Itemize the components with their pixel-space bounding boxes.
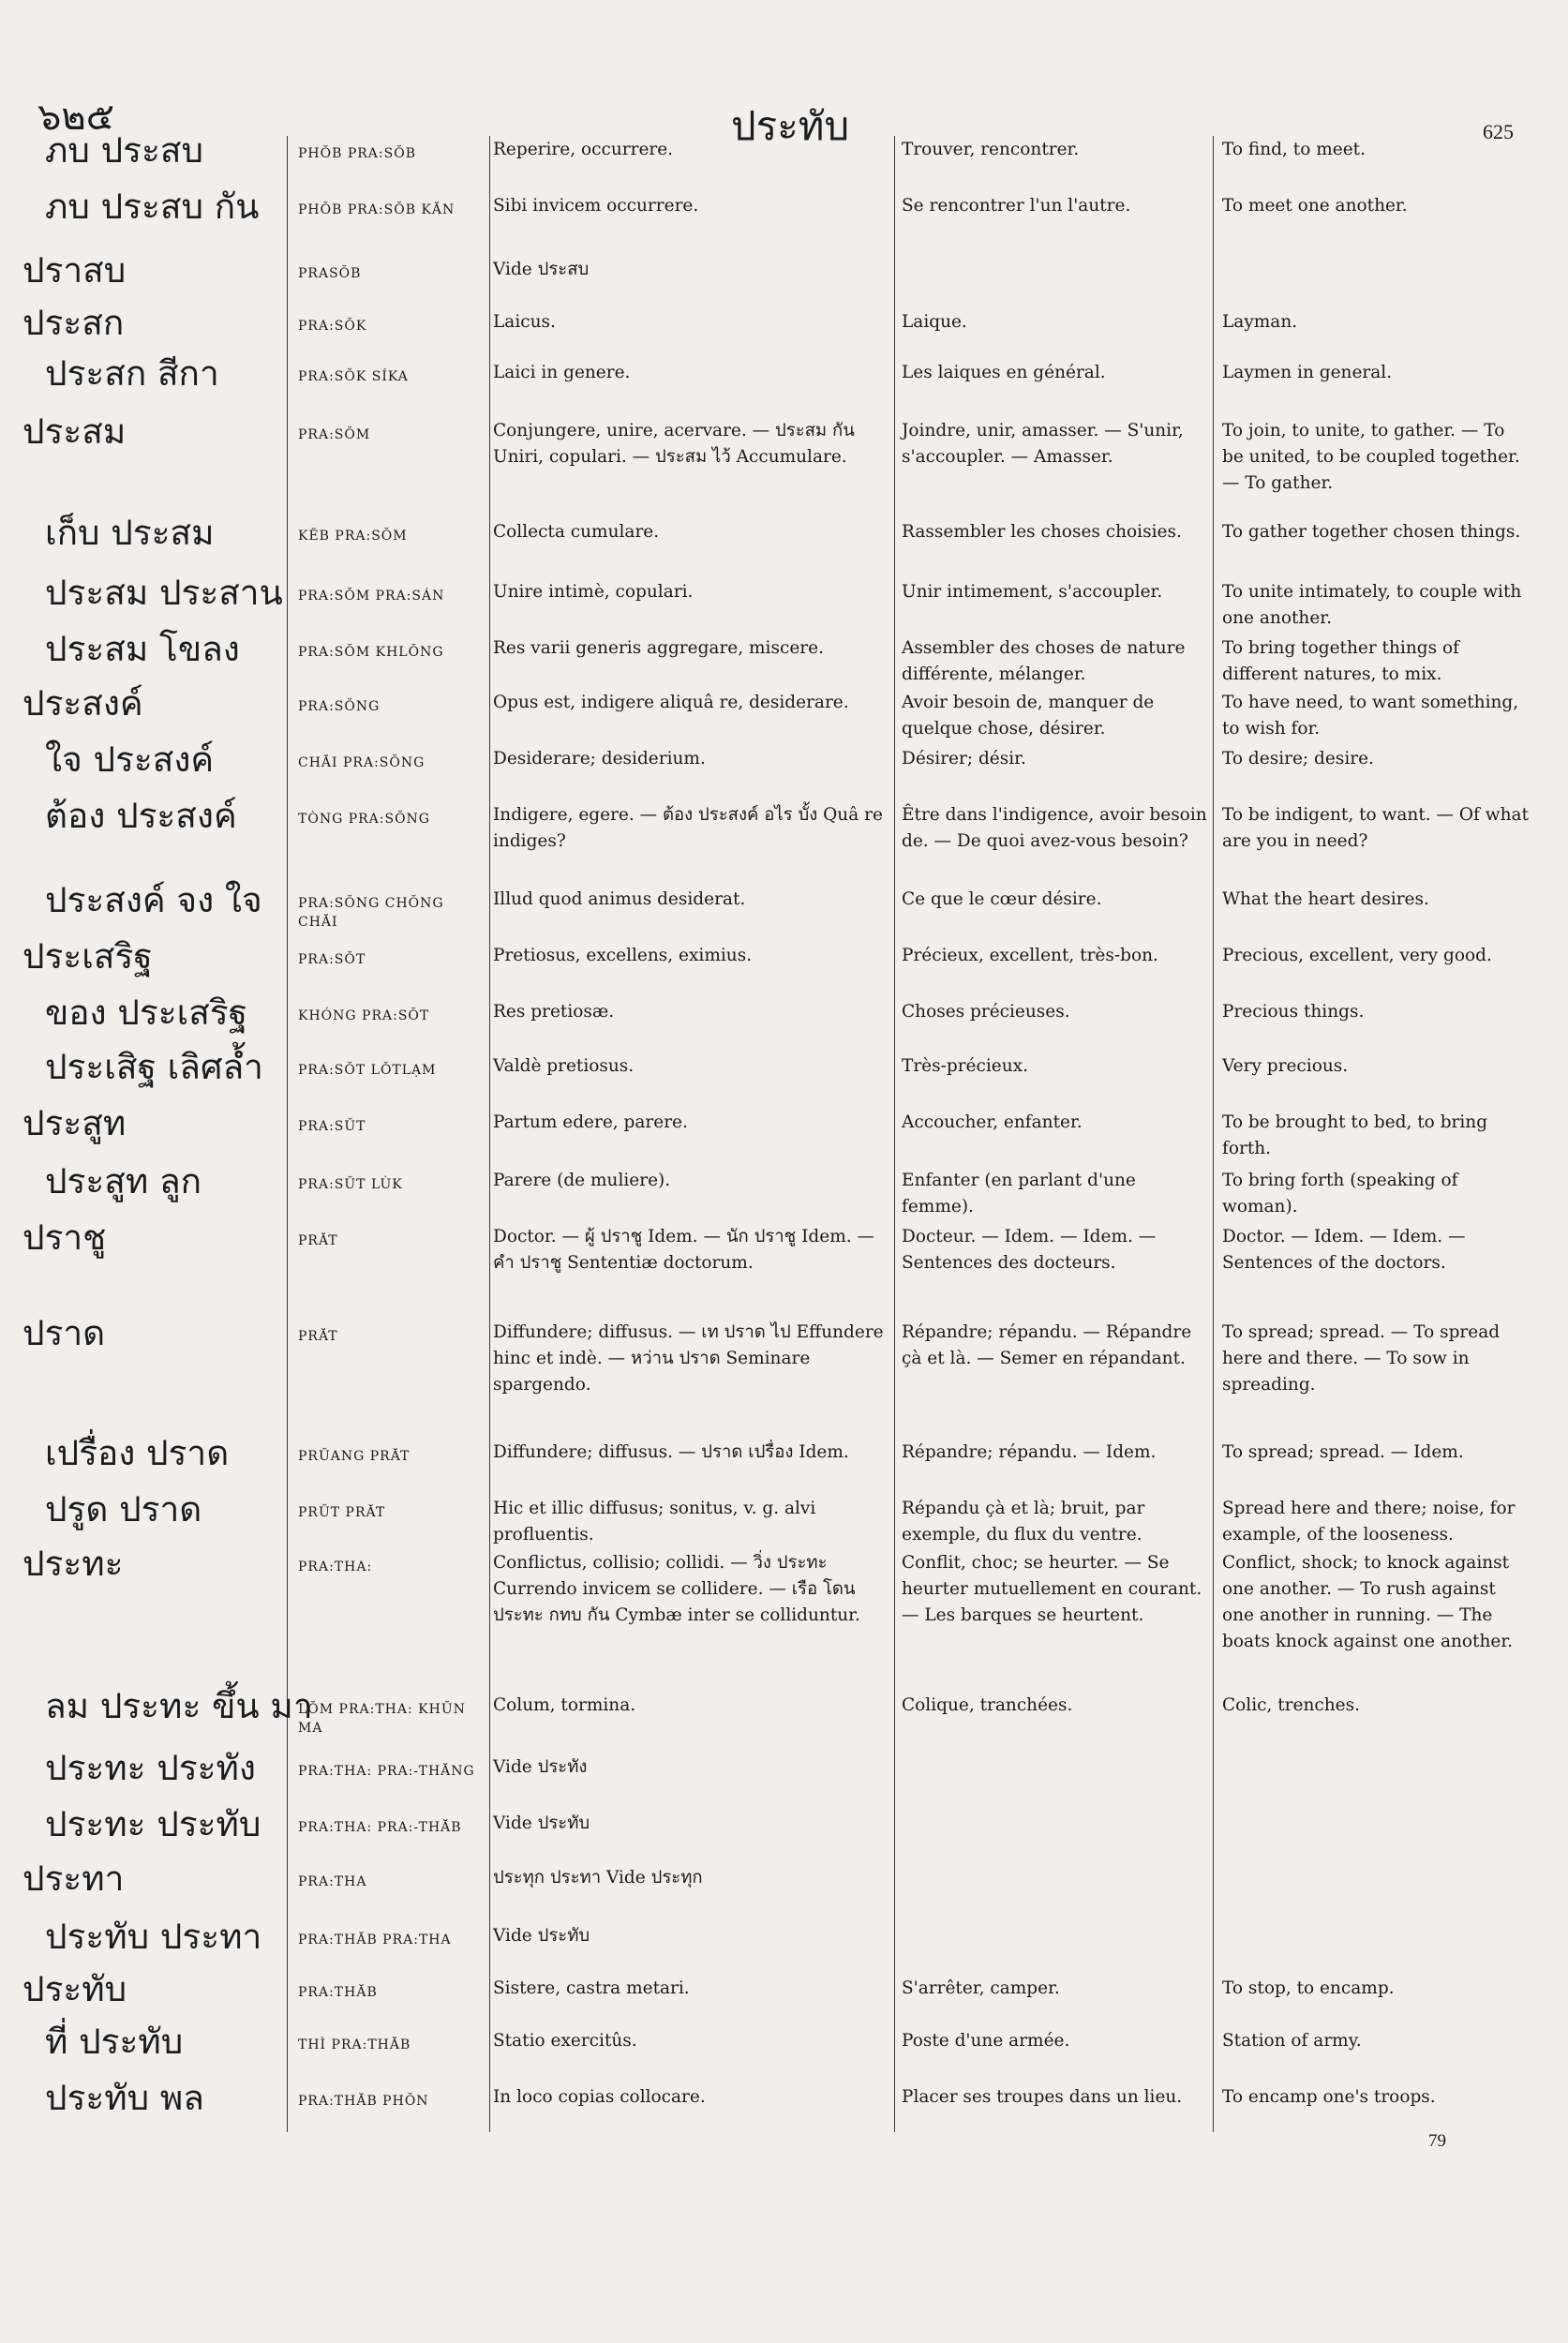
entry-thai: ประเสริฐ: [22, 936, 153, 977]
entry-transliteration: PRA:SŬT LÙK: [298, 1177, 403, 1192]
entry-latin: Unire intimè, copulari.: [493, 582, 694, 602]
entry-transliteration: PRĂT: [298, 1329, 338, 1344]
entry-english: To desire; desire.: [1222, 749, 1374, 769]
entry-thai: ลม ประทะ ขึ้น มา: [45, 1686, 313, 1726]
entry-french: Les laiques en général.: [902, 363, 1106, 382]
entry-thai: ประสม โขลง: [45, 629, 240, 669]
entry-thai: ประเสิฐ เลิศล้ำ: [45, 1047, 263, 1087]
entry-french: Trouver, rencontrer.: [902, 140, 1080, 159]
entry-latin: Res varii generis aggregare, miscere.: [493, 638, 824, 658]
entry-transliteration: TÒNG PRA:SŎNG: [298, 812, 430, 827]
entry-thai: ประสก สีกา: [45, 353, 219, 394]
entry-french: Très-précieux.: [902, 1056, 1028, 1076]
entry-latin: Illud quod animus desiderat.: [493, 889, 746, 909]
entry-english: To bring together things of different natures, to mix.: [1222, 638, 1459, 684]
entry-thai: ปราด: [22, 1313, 106, 1353]
entry-transliteration: PRA:THĂB: [298, 1985, 378, 2000]
entry-thai: ประสก: [22, 303, 125, 343]
entry-latin: Valdè pretiosus.: [493, 1056, 635, 1076]
entry-latin: Conjungere, unire, acervare. — ประสม กัน Uniri, copulari. — ประสม ไว้ Accumulare.: [493, 421, 855, 467]
entry-english: To bring forth (speaking of woman).: [1222, 1171, 1458, 1216]
entry-french: Précieux, excellent, très-bon.: [902, 946, 1158, 965]
entry-transliteration: PRA:THA: [298, 1874, 367, 1889]
entry-transliteration: PRA:THA: PRA:-THĂNG: [298, 1764, 475, 1779]
entry-transliteration: PRA:SŎNG CHŎNG CHĂI: [298, 896, 444, 930]
entry-transliteration: PHŎB PRA:SŎB KĂN: [298, 202, 455, 217]
entry-thai: ประทับ: [22, 1969, 127, 2009]
entry-transliteration: PRA:SŎT LŎTLẠM: [298, 1063, 437, 1078]
entry-french: Ce que le cœur désire.: [902, 889, 1102, 909]
entry-latin: Laicus.: [493, 312, 556, 332]
entry-english: To be brought to bed, to bring forth.: [1222, 1112, 1488, 1158]
entry-thai: ปรูด ปราด: [45, 1489, 202, 1530]
entry-thai: ที่ ประทับ: [45, 2022, 184, 2062]
entry-latin: Diffundere; diffusus. — ปราด เปรื่อง Idem.: [493, 1442, 849, 1462]
entry-transliteration: PRĂT: [298, 1233, 338, 1248]
entry-latin: Colum, tormina.: [493, 1695, 636, 1715]
entry-latin: Vide ประทับ: [493, 1813, 590, 1833]
entry-thai: ประทา: [22, 1858, 125, 1899]
entry-english: To gather together chosen things.: [1222, 522, 1521, 542]
thai-page-number: ๖๒๕: [37, 96, 115, 139]
entry-english: To be indigent, to want. — Of what are you in need?: [1222, 805, 1530, 851]
entry-latin: Vide ประสบ: [493, 260, 590, 279]
entry-latin: Laici in genere.: [493, 363, 631, 382]
entry-transliteration: PRA:SŬT: [298, 1119, 366, 1134]
entry-french: Répandu çà et là; bruit, par exemple, du flux du ventre.: [902, 1499, 1145, 1545]
entry-latin: Doctor. — ผู้ ปราชู Idem. — นัก ปราชู Idem. — คำ ปราชู Sententiæ doctorum.: [493, 1227, 874, 1273]
entry-latin: Conflictus, collisio; collidi. — วิ่ง ประทะ Currendo invicem se collidere. — เรือ โดน ประทะ กทบ กัน Cymbæ inter se colliduntur.: [493, 1553, 860, 1625]
entry-french: Choses précieuses.: [902, 1002, 1070, 1022]
entry-thai: เปรื่อง ปราด: [45, 1433, 230, 1473]
entry-english: To encamp one's troops.: [1222, 2087, 1436, 2107]
entry-french: Joindre, unir, amasser. — S'unir, s'accoupler. — Amasser.: [902, 421, 1184, 467]
entry-latin: Res pretiosæ.: [493, 1002, 615, 1022]
entry-transliteration: PRA:SŎK: [298, 319, 367, 334]
entry-french: Assembler des choses de nature différente, mélanger.: [902, 638, 1186, 684]
entry-french: Colique, tranchées.: [902, 1695, 1073, 1715]
entry-thai: ภบ ประสบ กัน: [45, 187, 260, 227]
entry-transliteration: PRA:SŎK SÍKA: [298, 369, 409, 384]
entry-thai: ต้อง ประสงค์: [45, 796, 237, 836]
entry-french: Docteur. — Idem. — Idem. — Sentences des docteurs.: [902, 1227, 1157, 1273]
entry-english: Layman.: [1222, 312, 1298, 332]
entry-latin: Pretiosus, excellens, eximius.: [493, 946, 753, 965]
entry-latin: Vide ประทับ: [493, 1926, 590, 1946]
entry-thai: เก็บ ประสม: [45, 513, 215, 553]
entry-thai: ปราสบ: [22, 250, 127, 291]
entry-french: Avoir besoin de, manquer de quelque chose, désirer.: [902, 693, 1155, 739]
entry-english: To spread; spread. — To spread here and there. — To sow in spreading.: [1222, 1322, 1501, 1395]
entry-latin: Sibi invicem occurrere.: [493, 196, 699, 216]
entry-transliteration: PRA:THĂB PHŎN: [298, 2094, 429, 2109]
entry-thai: ใจ ประสงค์: [45, 739, 215, 780]
entry-french: Poste d'une armée.: [902, 2031, 1070, 2051]
entry-english: What the heart desires.: [1222, 889, 1429, 909]
entry-transliteration: PRŬT PRĂT: [298, 1505, 386, 1520]
entry-latin: Reperire, occurrere.: [493, 140, 674, 159]
entry-latin: ประทุก ประทา Vide ประทุก: [493, 1868, 703, 1888]
entry-french: Laique.: [902, 312, 967, 332]
entry-transliteration: KĔB PRA:SŎM: [298, 529, 408, 544]
entry-latin: Statio exercitûs.: [493, 2031, 637, 2051]
running-headword: ประทับ: [731, 103, 850, 149]
entry-thai: ประสงค์ จง ใจ: [45, 880, 262, 920]
entry-transliteration: LŎM PRA:THA: KHŬN MA: [298, 1702, 466, 1736]
entry-thai: ภบ ประสบ: [45, 130, 203, 171]
entry-thai: ประสงค์: [22, 683, 143, 724]
entry-english: Colic, trenches.: [1222, 1695, 1360, 1715]
entry-french: S'arrêter, camper.: [902, 1978, 1060, 1998]
entry-transliteration: PRA:THA: PRA:-THĂB: [298, 1820, 462, 1835]
entry-transliteration: PHŎB PRA:SŎB: [298, 146, 416, 161]
entry-french: Répandre; répandu. — Répandre çà et là. — Semer en répandant.: [902, 1322, 1192, 1368]
entry-thai: ประทับ ประทา: [45, 1917, 262, 1957]
entry-french: Enfanter (en parlant d'une femme).: [902, 1171, 1136, 1216]
entry-latin: Hic et illic diffusus; sonitus, v. g. alvi profluentis.: [493, 1499, 816, 1545]
entry-french: Se rencontrer l'un l'autre.: [902, 196, 1131, 216]
entry-english: To meet one another.: [1222, 196, 1408, 216]
entry-transliteration: PRA:THĂB PRA:THA: [298, 1933, 452, 1948]
signature-mark: 79: [1428, 2131, 1446, 2151]
entry-english: To unite intimately, to couple with one another.: [1222, 582, 1522, 628]
entry-latin: Opus est, indigere aliquâ re, desiderare.: [493, 693, 849, 712]
page-number: 625: [1483, 120, 1514, 143]
entry-english: To have need, to want something, to wish for.: [1222, 693, 1519, 739]
entry-english: Doctor. — Idem. — Idem. — Sentences of the doctors.: [1222, 1227, 1466, 1273]
entry-thai: ประทะ ประทัง: [45, 1748, 256, 1788]
entry-french: Répandre; répandu. — Idem.: [902, 1442, 1157, 1462]
entry-french: Rassembler les choses choisies.: [902, 522, 1182, 542]
entry-french: Unir intimement, s'accoupler.: [902, 582, 1163, 602]
entry-english: Conflict, shock; to knock against one another. — To rush against one another in running. — The boats knock against one another.: [1222, 1553, 1514, 1651]
entry-english: To join, to unite, to gather. — To be united, to be coupled together. — To gather.: [1222, 421, 1520, 493]
entry-transliteration: PRASŎB: [298, 266, 362, 281]
entry-latin: Parere (de muliere).: [493, 1171, 671, 1190]
entry-english: To stop, to encamp.: [1222, 1978, 1395, 1998]
entry-thai: ประสม ประสาน: [45, 573, 283, 613]
entry-english: Spread here and there; noise, for example, of the looseness.: [1222, 1499, 1516, 1545]
entry-latin: Desiderare; desiderium.: [493, 749, 706, 769]
entry-transliteration: KHÓNG PRA:SŎT: [298, 1008, 430, 1023]
entry-thai: ของ ประเสริฐ: [45, 992, 248, 1033]
entry-thai: ประสม: [22, 411, 127, 452]
entry-transliteration: PRŬANG PRĂT: [298, 1449, 411, 1464]
entry-latin: Sistere, castra metari.: [493, 1978, 690, 1998]
entry-latin: Diffundere; diffusus. — เท ปราด ไป Effundere hinc et indè. — หว่าน ปราด Seminare spargendo.: [493, 1322, 884, 1395]
entry-thai: ประสูท ลูก: [45, 1161, 202, 1201]
entry-english: Station of army.: [1222, 2031, 1362, 2051]
entry-latin: In loco copias collocare.: [493, 2087, 706, 2107]
entry-thai: ประทะ: [22, 1544, 124, 1584]
entry-transliteration: THÌ PRA:THĂB: [298, 2037, 411, 2052]
entry-transliteration: PRA:SŎNG: [298, 699, 381, 714]
entry-thai: ประทะ ประทับ: [45, 1804, 261, 1844]
entry-english: Laymen in general.: [1222, 363, 1393, 382]
entry-english: To find, to meet.: [1222, 140, 1366, 159]
entry-thai: ประทับ พล: [45, 2078, 204, 2118]
entry-thai: ประสูท: [22, 1103, 127, 1143]
entry-english: To spread; spread. — Idem.: [1222, 1442, 1464, 1462]
entry-french: Désirer; désir.: [902, 749, 1026, 769]
entry-latin: Collecta cumulare.: [493, 522, 660, 542]
entry-english: Very precious.: [1222, 1056, 1349, 1076]
entry-french: Placer ses troupes dans un lieu.: [902, 2087, 1183, 2107]
entry-latin: Partum edere, parere.: [493, 1112, 688, 1132]
entry-latin: Indigere, egere. — ต้อง ประสงค์ อไร บั้ง Quâ re indiges?: [493, 805, 883, 851]
entry-transliteration: PRA:SŎT: [298, 952, 366, 967]
entry-transliteration: PRA:SŎM PRA:SÁN: [298, 589, 445, 604]
entry-french: Conflit, choc; se heurter. — Se heurter mutuellement en courant. — Les barques se heurtent.: [902, 1553, 1202, 1625]
entry-transliteration: PRA:SŎM: [298, 427, 371, 442]
entry-french: Être dans l'indigence, avoir besoin de. — De quoi avez-vous besoin?: [902, 805, 1207, 851]
entry-transliteration: PRA:THA:: [298, 1560, 373, 1574]
entry-english: Precious things.: [1222, 1002, 1365, 1022]
entry-thai: ปราชู: [22, 1217, 107, 1258]
entry-french: Accoucher, enfanter.: [902, 1112, 1083, 1132]
entry-transliteration: CHĂI PRA:SŎNG: [298, 755, 426, 770]
entry-transliteration: PRA:SŎM KHLŎNG: [298, 645, 444, 660]
entry-english: Precious, excellent, very good.: [1222, 946, 1492, 965]
entry-latin: Vide ประทัง: [493, 1757, 588, 1777]
